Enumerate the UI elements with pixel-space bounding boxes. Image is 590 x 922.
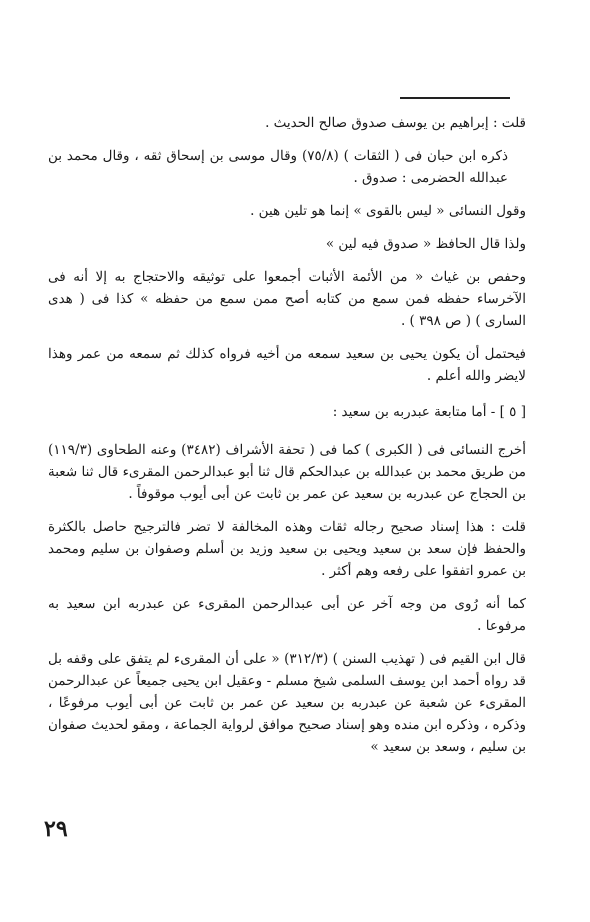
paragraph: وقول النسائى « ليس بالقوى » إنما هو تلين هين .	[250, 203, 526, 219]
paragraph: قلت : إبراهيم بن يوسف صدوق صالح الحديث .	[265, 115, 526, 131]
page-body	[48, 112, 526, 769]
page-number: ٢٩	[44, 816, 68, 842]
top-rule	[400, 97, 510, 99]
paragraph: كما أنه رُوى من وجه آخر عن أبى عبدالرحمن المقرىء عن عبدربه ابن سعيد به مرفوعا .	[48, 596, 526, 634]
paragraph: فيحتمل أن يكون يحيى بن سعيد سمعه من أخيه فرواه كذلك ثم سمعه من عمر وهذا لايضر والله أعلم .	[48, 346, 526, 384]
paragraph: ولذا قال الحافظ « صدوق فيه لين »	[325, 236, 526, 252]
paragraph: أخرج النسائى فى ( الكبرى ) كما فى ( تحفة الأشراف (٣٤٨٢) وعنه الطحاوى (١١٩/٣) من طريق محمد بن عبدالله بن عبدالحكم قال ثنا أبو عبدالرحمن المقرىء قال ثنا شعبة بن الحجاج عن عبدربه بن سعيد عن عمر بن ثابت عن أبى أيوب موقوفاً .	[48, 442, 527, 502]
paragraph: وحفص بن غياث « من الأئمة الأثبات أجمعوا على توثيقه والاحتجاج به إلا أنه فى الآخرساء حفظه فمن سمع من كتابه أصح ممن سمع من حفظه » كذا فى ( هدى السارى ) ( ص ٣٩٨ ) .	[48, 269, 526, 329]
paragraph: قلت : هذا إسناد صحيح رجاله ثقات وهذه المخالفة لا تضر فالترجيح حاصل بالكثرة والحفظ فإن سعد بن سعيد ويحيى بن سعيد وزيد بن أسلم وصفوان بن سليم ومحمد بن عمرو اتفقوا على رفعه وهم أكثر .	[48, 519, 526, 579]
paragraph: قال ابن القيم فى ( تهذيب السنن ) (٣١٢/٣) « على أن المقرىء لم يتفق على وقفه بل قد رواه أحمد ابن يوسف السلمى شيخ مسلم - وعقيل ابن يحيى جميعاً عن عبدالرحمن المقرىء عن شعبة عن عبدربه بن سعيد عن عمر بن ثابت عن أبى أيوب مرفوعًا ، وذكره ، وذكره ابن منده وهو إسناد صحيح موافق لرواية الجماعة ، ومقو لحديث صفوان بن سليم ، وسعد بن سعيد »	[48, 651, 527, 755]
paragraph: ذكره ابن حبان فى ( الثقات ) (٧٥/٨) وقال موسى بن إسحاق ثقه ، وقال محمد بن عبدالله الحضرمى : صدوق .	[48, 148, 508, 186]
section-heading: [ ٥ ] - أما متابعة عبدربه بن سعيد :	[332, 404, 526, 420]
